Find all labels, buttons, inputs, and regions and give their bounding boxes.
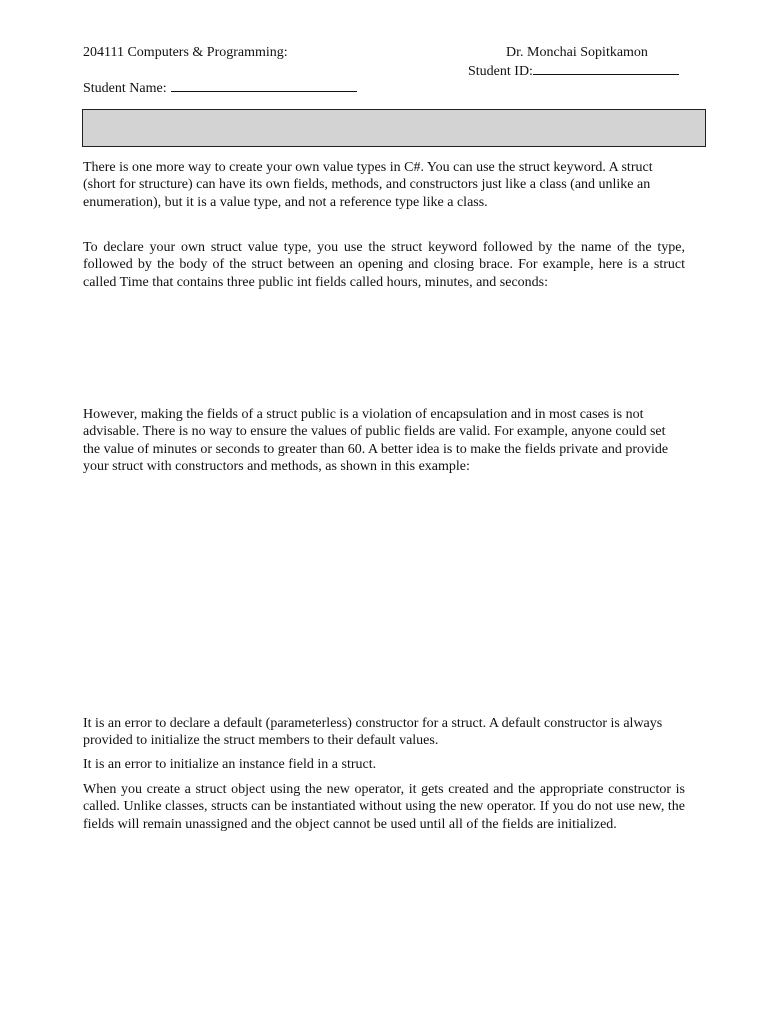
student-id-label: Student ID: <box>468 64 533 79</box>
paragraph-default-constructor: It is an error to declare a default (parameterless) constructor for a struct. A default constructor is always provided to initialize the struct members to their default values. <box>83 716 663 749</box>
student-id-blank[interactable] <box>533 61 679 75</box>
instructor-name: Dr. Monchai Sopitkamon <box>506 45 648 60</box>
paragraph-struct-intro: There is one more way to create your own value types in C#. You can use the struct keyword. A struct (short for structure) can have its own fields, methods, and constructors just like a class (and unlike an enumeration), but it is a value type, and not a reference type like a class. <box>83 160 653 210</box>
section-title-bar <box>82 109 706 147</box>
student-name-label: Student Name: <box>83 81 167 96</box>
paragraph-struct-declaration: To declare your own struct value type, you use the struct keyword followed by the name of the type, followed by the body of the struct between an opening and closing brace. For example, here is a struct called Time that contains three public int fields called hours, minutes, and seconds: <box>83 240 685 290</box>
student-name-line <box>83 78 357 97</box>
paragraph-new-operator: When you create a struct object using the new operator, it gets created and the appropriate constructor is called. Unlike classes, structs can be instantiated without using the new operator. If you do not use new, the fields will remain unassigned and the object cannot be used until all of the fields are initialized. <box>83 782 685 832</box>
student-name-blank[interactable] <box>171 78 357 92</box>
paragraph-instance-field: It is an error to initialize an instance field in a struct. <box>83 757 377 772</box>
student-id-line <box>468 61 679 80</box>
paragraph-encapsulation: However, making the fields of a struct public is a violation of encapsulation and in most cases is not advisable. There is no way to ensure the values of public fields are valid. For example, anyone could set the value of minutes or seconds to greater than 60. A better idea is to make the fields private and provide your struct with constructors and methods, as shown in this example: <box>83 407 669 474</box>
course-title: 204111 Computers & Programming: <box>83 45 288 60</box>
